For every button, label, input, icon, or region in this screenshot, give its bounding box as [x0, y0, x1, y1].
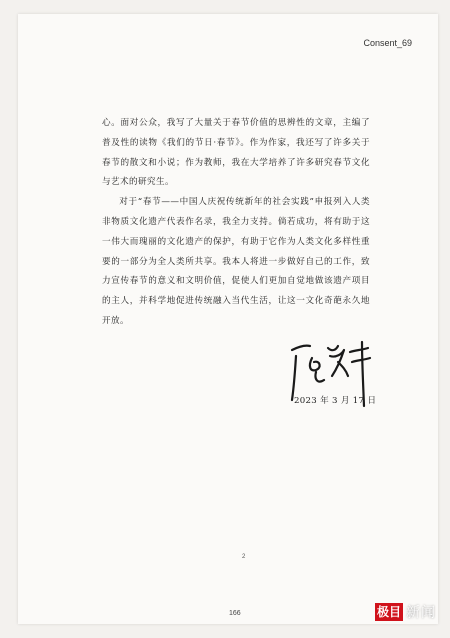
document-page [18, 14, 438, 624]
signature-date: 2023 年 3 月 17 日 [294, 396, 377, 406]
inner-page-number: 2 [242, 554, 246, 560]
page-number: 166 [229, 610, 241, 617]
paragraph-2: 对于“春节——中国人庆祝传统新年的社会实践”申报列入人类非物质文化遗产代表作名录，我全力支持。倘若成功，将有助于这一伟大而瑰丽的文化遗产的保护，有助于它作为人类文化多样性重要的一部分为全人类所共享。我本人将进一步做好自己的工作，致力宣传春节的意义和文明价值，促使人们更加自觉地做该遗产项目的主人，并科学地促进传统融入当代生活，让这一文化奇葩永久地开放。 [102, 197, 370, 326]
watermark-logo: 极目 [376, 605, 401, 619]
paragraph-1: 心。面对公众，我写了大量关于春节价值的思辨性的文章，主编了普及性的读物《我们的节日·春节》。作为作家，我还写了许多关于春节的散文和小说；作为教师，我在大学培养了许多研究春节文化与艺术的研究生。 [102, 118, 370, 188]
letter-body [102, 114, 370, 332]
news-watermark [375, 602, 436, 622]
watermark-text: 新闻 [406, 605, 436, 621]
page-id: Consent_69 [363, 38, 412, 48]
